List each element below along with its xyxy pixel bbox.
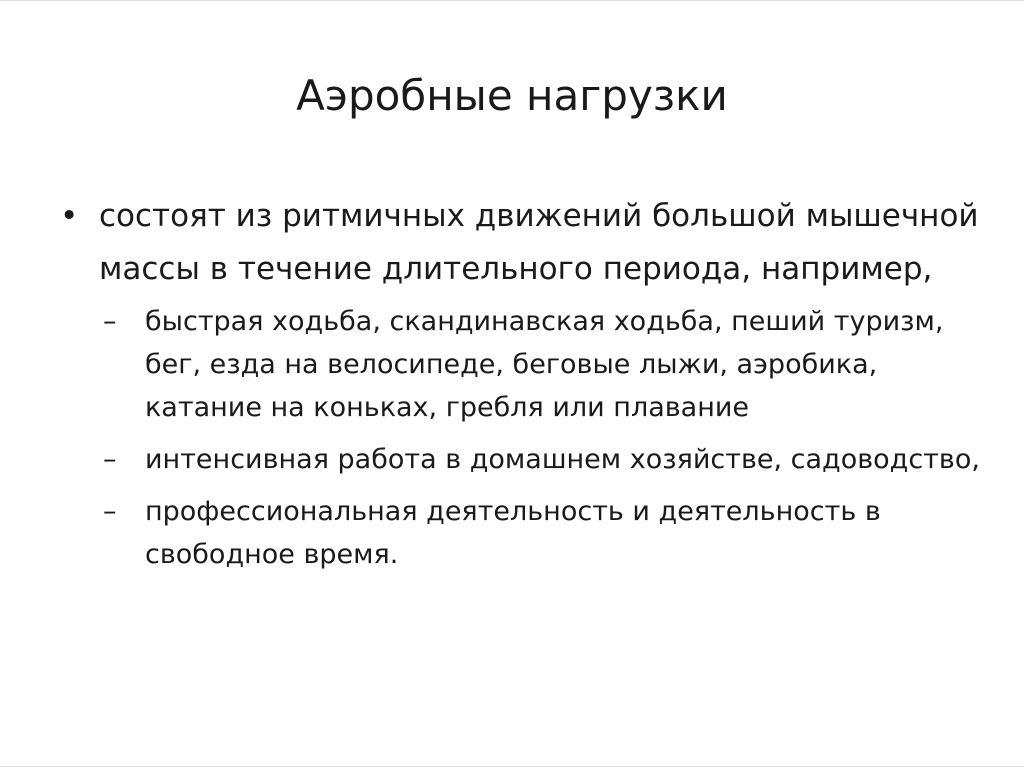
bullet-item-main [54, 190, 984, 296]
dash-icon: – [103, 444, 117, 475]
sub-bullet-text-housework: интенсивная работа в домашнем хозяйстве, садоводство, [145, 444, 980, 475]
slide-title: Аэробные нагрузки [296, 71, 728, 120]
dash-icon: – [103, 496, 117, 527]
bullet-dot-icon: • [60, 198, 79, 234]
sub-bullet-item [100, 438, 984, 481]
slide-body [54, 190, 984, 585]
sub-bullet-list [54, 300, 984, 576]
sub-bullet-item [100, 300, 984, 429]
dash-icon: – [103, 306, 117, 337]
bullet-text-main: состоят из ритмичных движений большой мышечной массы в течение длительного периода, например, [99, 198, 979, 287]
sub-bullet-item [100, 490, 984, 576]
sub-bullet-text-activities: быстрая ходьба, скандинавская ходьба, пеший туризм, бег, езда на велосипеде, беговые лыжи, аэробика, катание на коньках, гребля или плавание [145, 306, 944, 423]
sub-bullet-text-professional: профессиональная деятельность и деятельность в свободное время. [145, 496, 881, 570]
